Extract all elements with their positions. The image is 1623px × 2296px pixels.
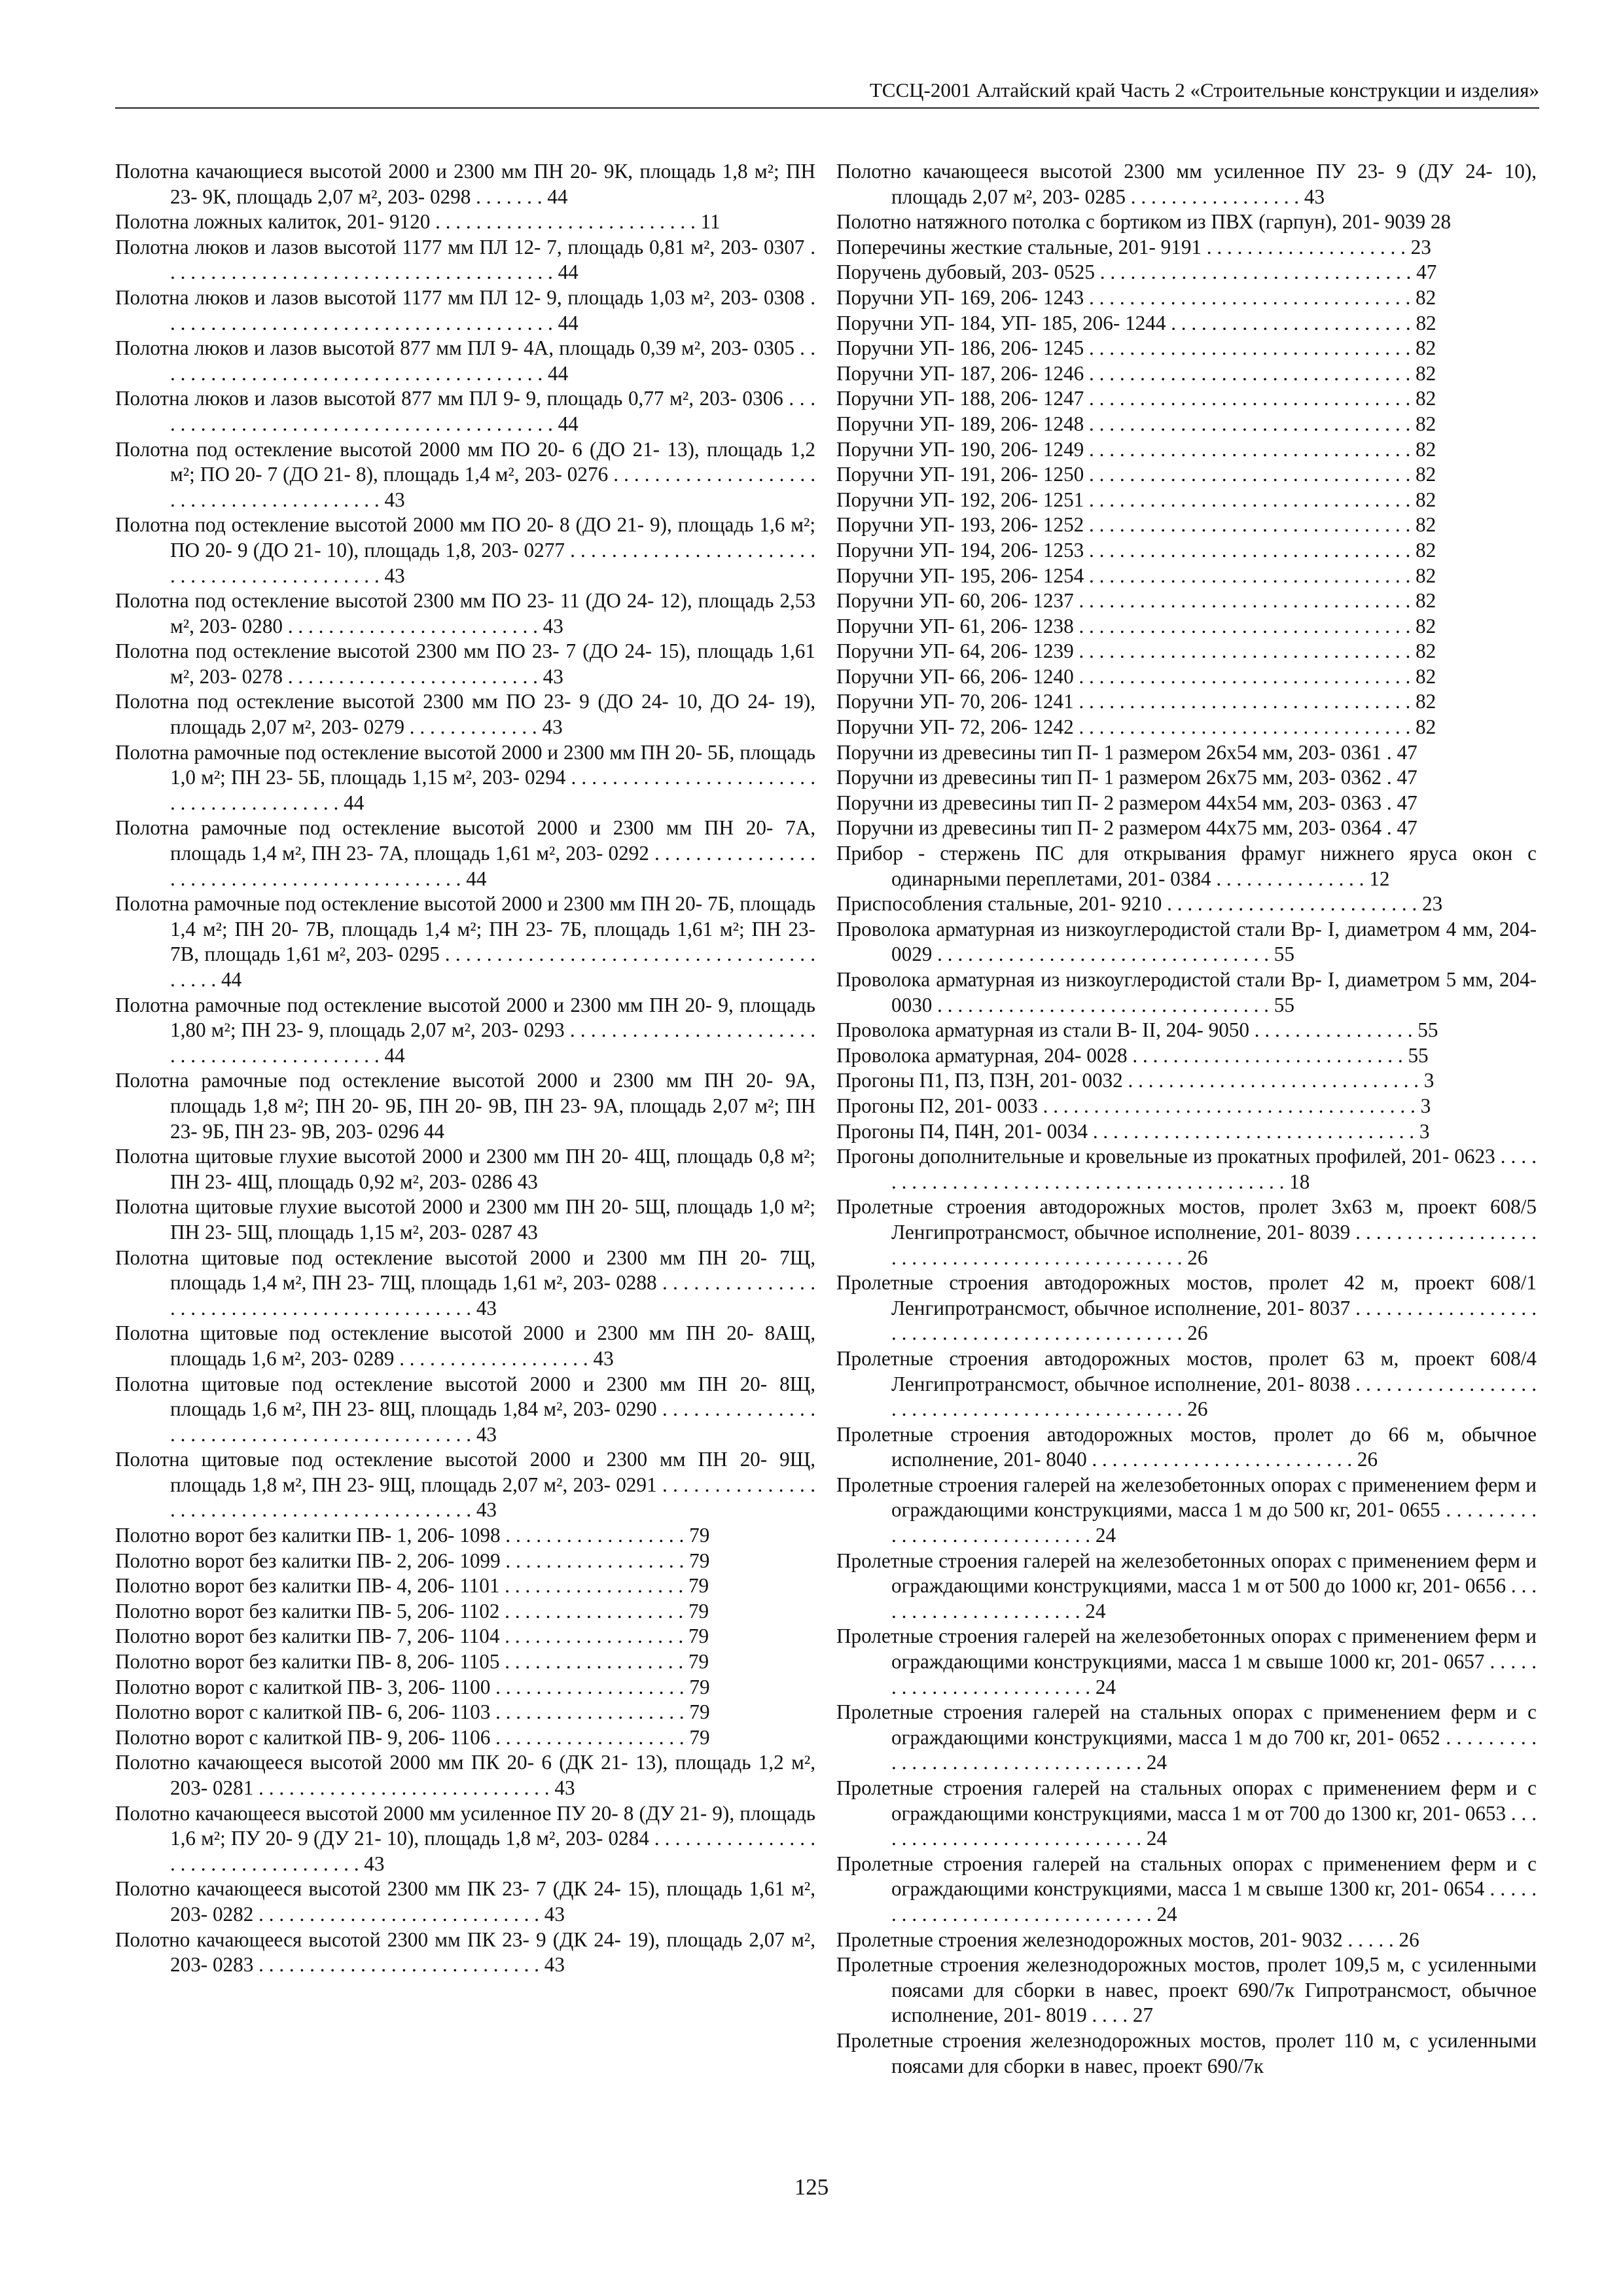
index-entry: Поручни УП- 195, 206- 1254 . . . . . . . . . . . . . . . . . . . . . . . . . . . . . . . . 82 — [836, 564, 1436, 587]
index-entry: Полотно ворот без калитки ПВ- 5, 206- 1102 . . . . . . . . . . . . . . . . . . 79 — [115, 1599, 709, 1623]
index-entry: Полотно качающееся высотой 2000 мм ПК 20- 6 (ДК 21- 13), площадь 1,2 м², 203- 0281 . . . . . . . . . . . . . . . . . . . . . . . . . . . . . 43 — [115, 1751, 815, 1799]
page-footer — [0, 2174, 1623, 2200]
running-header — [115, 77, 1539, 109]
index-entry: Пролетные строения автодорожных мостов, пролет до 66 м, обычное исполнение, 201- 8040 . . . . . . . . . . . . . . . . . . . . . . . . . . 26 — [836, 1422, 1537, 1471]
index-entry: Полотна люков и лазов высотой 1177 мм ПЛ 12- 7, площадь 0,81 м², 203- 0307 . . . . . . . . . . . . . . . . . . . . . . . . . . . . . . . . . . . . . . . 44 — [115, 235, 815, 284]
index-entry: Полотно натяжного потолка с бортиком из ПВХ (гарпун), 201- 9039 28 — [836, 210, 1452, 234]
index-entry: Пролетные строения галерей на железобетонных опорах с применением ферм и ограждающими конструкциями, масса 1 м свыше 1000 кг, 201- 0657 . . . . . . . . . . . . . . . . . . . . . . . . . 24 — [836, 1624, 1537, 1698]
index-entry: Прибор - стержень ПС для открывания фрамуг нижнего яруса окон с одинарными переплетами, 201- 0384 . . . . . . . . . . . . . . . 12 — [836, 842, 1537, 890]
index-entry: Полотна под остекление высотой 2000 мм ПО 20- 8 (ДО 21- 9), площадь 1,6 м²; ПО 20- 9 (ДО 21- 10), площадь 1,8, 203- 0277 . . . . . . . . . . . . . . . . . . . . . . . . . . . . . . . . . . . . . . . . . . . . . 43 — [115, 513, 815, 587]
index-entry: Полотна щитовые глухие высотой 2000 и 2300 мм ПН 20- 4Щ, площадь 0,8 м²; ПН 23- 4Щ, площадь 0,92 м², 203- 0286 43 — [115, 1145, 815, 1193]
index-entry: Полотна рамочные под остекление высотой 2000 и 2300 мм ПН 20- 7Б, площадь 1,4 м²; ПН 20- 7В, площадь 1,4 м²; ПН 23- 7Б, площадь 1,61 м²; ПН 23- 7В, площадь 1,61 м², 203- 0295 . . . . . . . . . . . . . . . . . . . . . . . . . . . . . . . . . . . . . . . . . 44 — [115, 892, 815, 991]
index-entry: Поручни УП- 189, 206- 1248 . . . . . . . . . . . . . . . . . . . . . . . . . . . . . . . . 82 — [836, 412, 1436, 435]
index-entry: Поручни из древесины тип П- 1 размером 26х54 мм, 203- 0361 . 47 — [836, 740, 1418, 764]
index-entry: Полотно ворот с калиткой ПВ- 3, 206- 1100 . . . . . . . . . . . . . . . . . . . 79 — [115, 1675, 710, 1698]
index-entry: Прогоны дополнительные и кровельные из прокатных профилей, 201- 0623 . . . . . . . . . . . . . . . . . . . . . . . . . . . . . . . . . . . . . . . . . . . 18 — [836, 1145, 1537, 1193]
index-entry: Полотна щитовые под остекление высотой 2000 и 2300 мм ПН 20- 9Щ, площадь 1,8 м², ПН 23- 9Щ, площадь 2,07 м², 203- 0291 . . . . . . . . . . . . . . . . . . . . . . . . . . . . . . . . . . . . . . . . . . . . . 43 — [115, 1448, 815, 1522]
index-entry: Пролетные строения автодорожных мостов, пролет 42 м, проект 608/1 Ленгипротрансмост, обычное исполнение, 201- 8037 . . . . . . . . . . . . . . . . . . . . . . . . . . . . . . . . . . . . . . . . . . . . . . . 26 — [836, 1271, 1537, 1345]
index-entry: Полотна под остекление высотой 2300 мм ПО 23- 11 (ДО 24- 12), площадь 2,53 м², 203- 0280 . . . . . . . . . . . . . . . . . . . . . . . . . 43 — [115, 589, 815, 637]
index-entry: Поручни УП- 70, 206- 1241 . . . . . . . . . . . . . . . . . . . . . . . . . . . . . . . . . 82 — [836, 690, 1436, 713]
index-entry: Пролетные строения галерей на стальных опорах с применением ферм и с ограждающими конструкциями, масса 1 м до 700 кг, 201- 0652 . . . . . . . . . . . . . . . . . . . . . . . . . . . . . . . . . . 24 — [836, 1700, 1537, 1774]
index-entry: Поручни УП- 188, 206- 1247 . . . . . . . . . . . . . . . . . . . . . . . . . . . . . . . . 82 — [836, 387, 1436, 410]
index-entry: Пролетные строения автодорожных мостов, пролет 3х63 м, проект 608/5 Ленгипротрансмост, обычное исполнение, 201- 8039 . . . . . . . . . . . . . . . . . . . . . . . . . . . . . . . . . . . . . . . . . . . . . . . 26 — [836, 1195, 1537, 1269]
index-entry: Проволока арматурная из низкоуглеродистой стали Вр- I, диаметром 4 мм, 204- 0029 . . . . . . . . . . . . . . . . . . . . . . . . . . . . . . . . . 55 — [836, 917, 1537, 966]
index-entry: Полотна под остекление высотой 2000 мм ПО 20- 6 (ДО 21- 13), площадь 1,2 м²; ПО 20- 7 (ДО 21- 8), площадь 1,4 м², 203- 0276 . . . . . . . . . . . . . . . . . . . . . . . . . . . . . . . . . . . . . . . . . 43 — [115, 437, 815, 511]
index-entry: Полотно ворот без калитки ПВ- 1, 206- 1098 . . . . . . . . . . . . . . . . . . 79 — [115, 1524, 710, 1547]
index-entry: Пролетные строения автодорожных мостов, пролет 63 м, проект 608/4 Ленгипротрансмост, обычное исполнение, 201- 8038 . . . . . . . . . . . . . . . . . . . . . . . . . . . . . . . . . . . . . . . . . . . . . . . 26 — [836, 1346, 1537, 1421]
index-entry: Поручни УП- 184, УП- 185, 206- 1244 . . . . . . . . . . . . . . . . . . . . . . . . 82 — [836, 311, 1436, 334]
index-entry: Проволока арматурная из низкоуглеродистой стали Вр- I, диаметром 5 мм, 204- 0030 . . . . . . . . . . . . . . . . . . . . . . . . . . . . . . . . . 55 — [836, 968, 1537, 1016]
index-entry: Полотна рамочные под остекление высотой 2000 и 2300 мм ПН 20- 9, площадь 1,80 м²; ПН 23- 9, площадь 2,07 м², 203- 0293 . . . . . . . . . . . . . . . . . . . . . . . . . . . . . . . . . . . . . . . . . . . . . 44 — [115, 993, 815, 1067]
index-entry: Полотно ворот без калитки ПВ- 4, 206- 1101 . . . . . . . . . . . . . . . . . . 79 — [115, 1574, 709, 1598]
index-entry: Полотно качающееся высотой 2300 мм ПК 23- 9 (ДК 24- 19), площадь 2,07 м², 203- 0283 . . . . . . . . . . . . . . . . . . . . . . . . . . . . 43 — [115, 1928, 815, 1977]
index-entry: Поручни из древесины тип П- 1 размером 26х75 мм, 203- 0362 . 47 — [836, 766, 1418, 789]
index-entry: Полотна под остекление высотой 2300 мм ПО 23- 9 (ДО 24- 10, ДО 24- 19), площадь 2,07 м², 203- 0279 . . . . . . . . . . . . . 43 — [115, 690, 815, 739]
index-entry: Поперечины жесткие стальные, 201- 9191 . . . . . . . . . . . . . . . . . . . . 23 — [836, 235, 1431, 259]
index-entry: Пролетные строения галерей на железобетонных опорах с применением ферм и ограждающими конструкциями, масса 1 м от 500 до 1000 кг, 201- 0656 . . . . . . . . . . . . . . . . . . . . . . 24 — [836, 1549, 1537, 1623]
index-entry: Проволока арматурная из стали В- II, 204- 9050 . . . . . . . . . . . . . . . . 55 — [836, 1018, 1438, 1042]
index-entry: Поручни УП- 190, 206- 1249 . . . . . . . . . . . . . . . . . . . . . . . . . . . . . . . . 82 — [836, 437, 1436, 461]
index-entry: Поручни УП- 60, 206- 1237 . . . . . . . . . . . . . . . . . . . . . . . . . . . . . . . . . 82 — [836, 589, 1436, 613]
index-entry: Приспособления стальные, 201- 9210 . . . . . . . . . . . . . . . . . . . . . . . . . 23 — [836, 892, 1443, 916]
index-entry: Поручни УП- 66, 206- 1240 . . . . . . . . . . . . . . . . . . . . . . . . . . . . . . . . . 82 — [836, 664, 1436, 688]
index-column-left — [115, 159, 815, 1978]
index-entry: Полотна качающиеся высотой 2000 и 2300 мм ПН 20- 9К, площадь 1,8 м²; ПН 23- 9К, площадь 2,07 м², 203- 0298 . . . . . . . 44 — [115, 160, 815, 208]
index-entry: Пролетные строения галерей на стальных опорах с применением ферм и с ограждающими конструкциями, масса 1 м от 700 до 1300 кг, 201- 0653 . . . . . . . . . . . . . . . . . . . . . . . . . . . . 24 — [836, 1776, 1537, 1850]
index-entry: Поручни из древесины тип П- 2 размером 44х54 мм, 203- 0363 . 47 — [836, 791, 1418, 814]
index-entry: Пролетные строения железнодорожных мостов, пролет 109,5 м, с усиленными поясами для сборки в навес, проект 690/7к Гипротрансмост, обычное исполнение, 201- 8019 . . . . 27 — [836, 1953, 1537, 2027]
index-entry: Полотна щитовые под остекление высотой 2000 и 2300 мм ПН 20- 8Щ, площадь 1,6 м², ПН 23- 8Щ, площадь 1,84 м², 203- 0290 . . . . . . . . . . . . . . . . . . . . . . . . . . . . . . . . . . . . . . . . . . . . . 43 — [115, 1372, 815, 1446]
index-entry: Полотна люков и лазов высотой 1177 мм ПЛ 12- 9, площадь 1,03 м², 203- 0308 . . . . . . . . . . . . . . . . . . . . . . . . . . . . . . . . . . . . . . . 44 — [115, 285, 815, 334]
header-title: ТССЦ-2001 Алтайский край Часть 2 «Строительные конструкции и изделия» — [869, 79, 1539, 101]
index-entry: Прогоны П2, 201- 0033 . . . . . . . . . . . . . . . . . . . . . . . . . . . . . . . . . . . . . 3 — [836, 1094, 1431, 1117]
index-entry: Полотна рамочные под остекление высотой 2000 и 2300 мм ПН 20- 7А, площадь 1,4 м², ПН 23- 7А, площадь 1,61 м², 203- 0292 . . . . . . . . . . . . . . . . . . . . . . . . . . . . . . . . . . . . . . . . . . . . . 44 — [115, 816, 815, 890]
index-entry: Полотно качающееся высотой 2000 мм усиленное ПУ 20- 8 (ДУ 21- 9), площадь 1,6 м²; ПУ 20- 9 (ДУ 21- 10), площадь 1,8 м², 203- 0284 . . . . . . . . . . . . . . . . . . . . . . . . . . . . . . . . . . . 43 — [115, 1801, 815, 1875]
index-entry: Полотна люков и лазов высотой 877 мм ПЛ 9- 9, площадь 0,77 м², 203- 0306 . . . . . . . . . . . . . . . . . . . . . . . . . . . . . . . . . . . . . . . . . 44 — [115, 387, 815, 435]
index-entry: Полотна щитовые под остекление высотой 2000 и 2300 мм ПН 20- 8АЩ, площадь 1,6 м², 203- 0289 . . . . . . . . . . . . . . . . . . . 43 — [115, 1321, 815, 1370]
index-entry: Полотно качающееся высотой 2300 мм усиленное ПУ 23- 9 (ДУ 24- 10), площадь 2,07 м², 203- 0285 . . . . . . . . . . . . . . . . . 43 — [836, 160, 1537, 208]
index-entry: Прогоны П1, П3, П3Н, 201- 0032 . . . . . . . . . . . . . . . . . . . . . . . . . . . . . 3 — [836, 1069, 1435, 1092]
index-entry: Полотна люков и лазов высотой 877 мм ПЛ 9- 4А, площадь 0,39 м², 203- 0305 . . . . . . . . . . . . . . . . . . . . . . . . . . . . . . . . . . . . . . . 44 — [115, 336, 815, 385]
index-entry: Пролетные строения железнодорожных мостов, пролет 110 м, с усиленными поясами для сборки в навес, проект 690/7к — [836, 2028, 1537, 2077]
index-entry: Полотна рамочные под остекление высотой 2000 и 2300 мм ПН 20- 5Б, площадь 1,0 м²; ПН 23- 5Б, площадь 1,15 м², 203- 0294 . . . . . . . . . . . . . . . . . . . . . . . . . . . . . . . . . . . . . . . . . 44 — [115, 740, 815, 814]
index-entry: Поручни УП- 61, 206- 1238 . . . . . . . . . . . . . . . . . . . . . . . . . . . . . . . . . 82 — [836, 614, 1436, 637]
index-entry: Полотно ворот с калиткой ПВ- 9, 206- 1106 . . . . . . . . . . . . . . . . . . . 79 — [115, 1725, 710, 1749]
index-entry: Полотна под остекление высотой 2300 мм ПО 23- 7 (ДО 24- 15), площадь 1,61 м², 203- 0278 . . . . . . . . . . . . . . . . . . . . . . . . . 43 — [115, 639, 815, 688]
index-entry: Поручни УП- 187, 206- 1246 . . . . . . . . . . . . . . . . . . . . . . . . . . . . . . . . 82 — [836, 361, 1436, 385]
index-column-right — [836, 159, 1537, 2079]
index-entry: Проволока арматурная, 204- 0028 . . . . . . . . . . . . . . . . . . . . . . . . . . . 55 — [836, 1043, 1429, 1067]
index-entry: Поручни из древесины тип П- 2 размером 44х75 мм, 203- 0364 . 47 — [836, 816, 1418, 840]
index-entry: Полотна щитовые под остекление высотой 2000 и 2300 мм ПН 20- 7Щ, площадь 1,4 м², ПН 23- 7Щ, площадь 1,61 м², 203- 0288 . . . . . . . . . . . . . . . . . . . . . . . . . . . . . . . . . . . . . . . . . . . . . 43 — [115, 1246, 815, 1319]
index-entry: Прогоны П4, П4Н, 201- 0034 . . . . . . . . . . . . . . . . . . . . . . . . . . . . . . . . 3 — [836, 1119, 1430, 1143]
index-entry: Поручни УП- 186, 206- 1245 . . . . . . . . . . . . . . . . . . . . . . . . . . . . . . . . 82 — [836, 336, 1436, 360]
index-entry: Пролетные строения галерей на железобетонных опорах с применением ферм и ограждающими конструкциями, масса 1 м до 500 кг, 201- 0655 . . . . . . . . . . . . . . . . . . . . . . . . . . . . . 24 — [836, 1473, 1537, 1547]
page-number: 125 — [794, 2174, 829, 2200]
index-entry: Поручень дубовый, 203- 0525 . . . . . . . . . . . . . . . . . . . . . . . . . . . . . . . 47 — [836, 260, 1437, 284]
index-entry: Полотно ворот без калитки ПВ- 7, 206- 1104 . . . . . . . . . . . . . . . . . . 79 — [115, 1624, 709, 1648]
index-entry: Поручни УП- 193, 206- 1252 . . . . . . . . . . . . . . . . . . . . . . . . . . . . . . . . 82 — [836, 513, 1436, 537]
index-entry: Полотно ворот с калиткой ПВ- 6, 206- 1103 . . . . . . . . . . . . . . . . . . . 79 — [115, 1700, 710, 1724]
index-entry: Пролетные строения галерей на стальных опорах с применением ферм и с ограждающими конструкциями, масса 1 м свыше 1300 кг, 201- 0654 . . . . . . . . . . . . . . . . . . . . . . . . . . . . . . . 24 — [836, 1852, 1537, 1926]
index-entry: Поручни УП- 194, 206- 1253 . . . . . . . . . . . . . . . . . . . . . . . . . . . . . . . . 82 — [836, 538, 1436, 562]
index-entry: Поручни УП- 64, 206- 1239 . . . . . . . . . . . . . . . . . . . . . . . . . . . . . . . . . 82 — [836, 639, 1436, 663]
index-entry: Полотна щитовые глухие высотой 2000 и 2300 мм ПН 20- 5Щ, площадь 1,0 м²; ПН 23- 5Щ, площадь 1,15 м², 203- 0287 43 — [115, 1195, 815, 1244]
index-entry: Полотно качающееся высотой 2300 мм ПК 23- 7 (ДК 24- 15), площадь 1,61 м², 203- 0282 . . . . . . . . . . . . . . . . . . . . . . . . . . . . 43 — [115, 1877, 815, 1926]
index-entry: Полотна ложных калиток, 201- 9120 . . . . . . . . . . . . . . . . . . . . . . . . . . 11 — [115, 210, 721, 234]
index-entry: Полотна рамочные под остекление высотой 2000 и 2300 мм ПН 20- 9А, площадь 1,8 м²; ПН 20- 9Б, ПН 20- 9В, ПН 23- 9А, площадь 2,07 м²; ПН 23- 9Б, ПН 23- 9В, 203- 0296 44 — [115, 1069, 815, 1143]
index-entry: Поручни УП- 192, 206- 1251 . . . . . . . . . . . . . . . . . . . . . . . . . . . . . . . . 82 — [836, 488, 1436, 511]
index-entry: Пролетные строения железнодорожных мостов, 201- 9032 . . . . . 26 — [836, 1928, 1419, 1951]
index-entry: Полотно ворот без калитки ПВ- 2, 206- 1099 . . . . . . . . . . . . . . . . . . 79 — [115, 1549, 710, 1572]
index-entry: Поручни УП- 191, 206- 1250 . . . . . . . . . . . . . . . . . . . . . . . . . . . . . . . . 82 — [836, 463, 1436, 486]
index-entry: Поручни УП- 72, 206- 1242 . . . . . . . . . . . . . . . . . . . . . . . . . . . . . . . . . 82 — [836, 715, 1436, 739]
index-entry: Полотно ворот без калитки ПВ- 8, 206- 1105 . . . . . . . . . . . . . . . . . . 79 — [115, 1650, 709, 1674]
index-entry: Поручни УП- 169, 206- 1243 . . . . . . . . . . . . . . . . . . . . . . . . . . . . . . . . 82 — [836, 285, 1436, 309]
